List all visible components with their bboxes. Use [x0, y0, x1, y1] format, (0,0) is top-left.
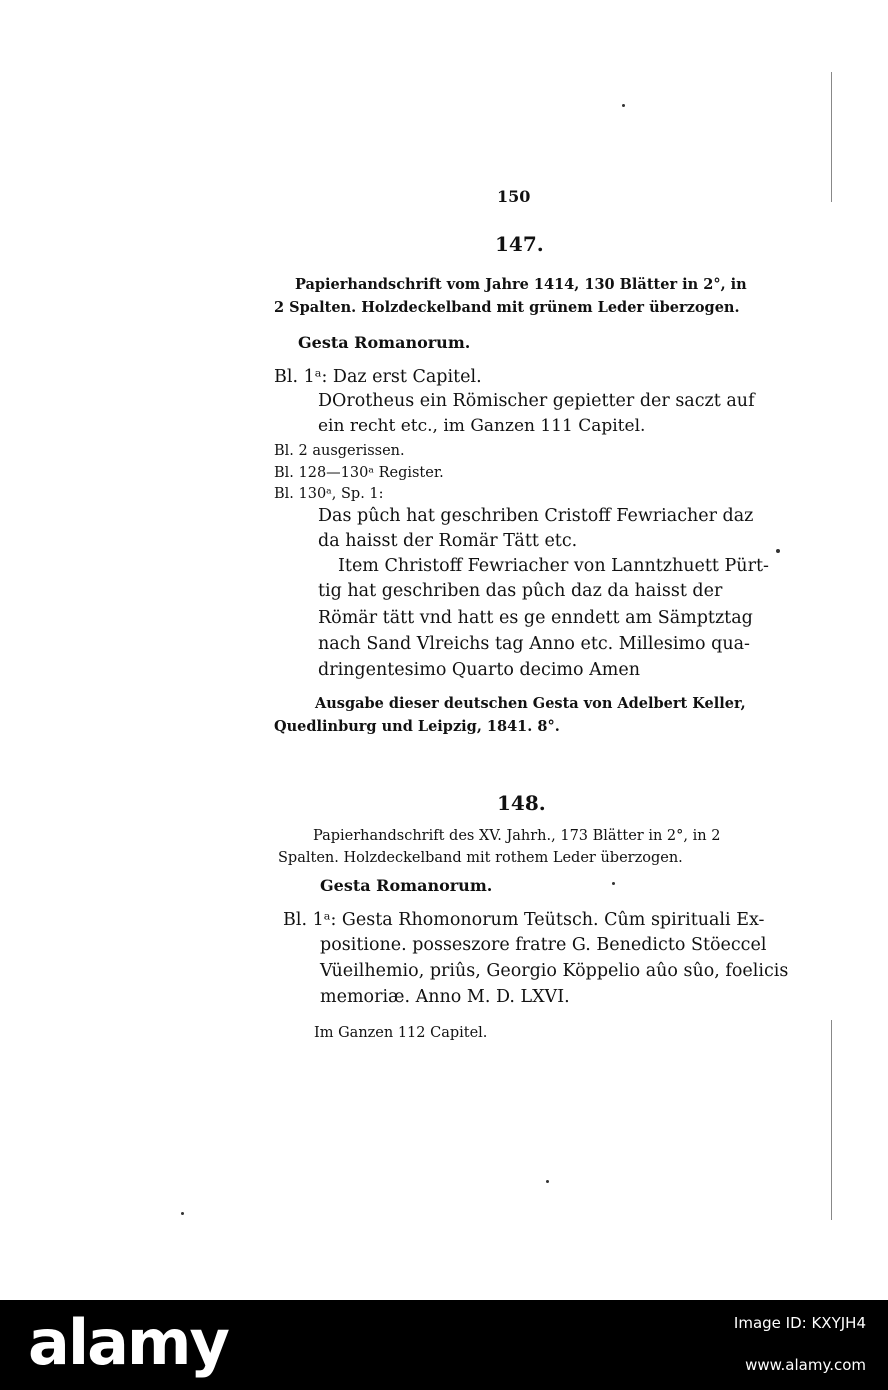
site-url: www.alamy.com: [745, 1356, 866, 1374]
content-line: memoriæ. Anno M. D. LXVI.: [320, 987, 570, 1007]
page-edge-line: [831, 72, 832, 202]
edition-note-line: Quedlinburg und Leipzig, 1841. 8°.: [274, 718, 560, 735]
content-line: tig hat geschriben das pûch daz da haisst der: [318, 581, 723, 601]
content-line: DOrotheus ein Römischer gepietter der saczt auf: [318, 391, 755, 411]
summary-line: Im Ganzen 112 Capitel.: [314, 1025, 488, 1041]
page-number: 150: [497, 187, 531, 206]
edition-note-line: Ausgabe dieser deutschen Gesta von Adelbert Keller,: [315, 695, 746, 712]
page-edge-line: [831, 1020, 832, 1220]
content-line: Bl. 1ᵃ: Gesta Rhomonorum Teütsch. Cûm spirituali Ex-: [283, 910, 765, 930]
entry-title: Gesta Romanorum.: [298, 333, 471, 352]
speck: [612, 882, 615, 885]
content-line: Bl. 128—130ᵃ Register.: [274, 465, 444, 481]
content-line: Bl. 130ᵃ, Sp. 1:: [274, 486, 384, 502]
content-line: ein recht etc., im Ganzen 111 Capitel.: [318, 416, 646, 436]
content-line: Das pûch hat geschriben Cristoff Fewriacher daz: [318, 506, 754, 526]
content-line: nach Sand Vlreichs tag Anno etc. Millesimo qua-: [318, 634, 750, 654]
speck: [776, 549, 780, 553]
content-line: da haisst der Romär Tätt etc.: [318, 531, 578, 551]
entry-number: 147.: [495, 232, 544, 256]
watermark-banner: [0, 1300, 888, 1390]
content-line: Item Christoff Fewriacher von Lanntzhuett Pürt-: [338, 556, 769, 576]
entry-description-line: 2 Spalten. Holzdeckelband mit grünem Leder überzogen.: [274, 299, 740, 316]
content-line: Bl. 1ᵃ: Daz erst Capitel.: [274, 367, 482, 387]
speck: [546, 1180, 549, 1183]
entry-description-line: Spalten. Holzdeckelband mit rothem Leder überzogen.: [278, 850, 683, 866]
content-line: Bl. 2 ausgerissen.: [274, 443, 405, 459]
content-line: Römär tätt vnd hatt es ge enndett am Sämptztag: [318, 608, 753, 628]
content-line: dringentesimo Quarto decimo Amen: [318, 660, 640, 680]
entry-description-line: Papierhandschrift vom Jahre 1414, 130 Blätter in 2°, in: [295, 276, 747, 293]
speck: [622, 104, 625, 107]
speck: [181, 1212, 184, 1215]
entry-description-line: Papierhandschrift des XV. Jahrh., 173 Blätter in 2°, in 2: [313, 828, 721, 844]
content-line: positione. posseszore fratre G. Benedicto Stöeccel: [320, 935, 767, 955]
brand-logo: alamy: [28, 1306, 228, 1379]
image-id-label: Image ID: KXYJH4: [733, 1314, 866, 1332]
entry-number: 148.: [497, 791, 546, 815]
entry-title: Gesta Romanorum.: [320, 876, 493, 895]
content-line: Vüeilhemio, priûs, Georgio Köppelio aûo sûo, foelicis: [320, 961, 789, 981]
